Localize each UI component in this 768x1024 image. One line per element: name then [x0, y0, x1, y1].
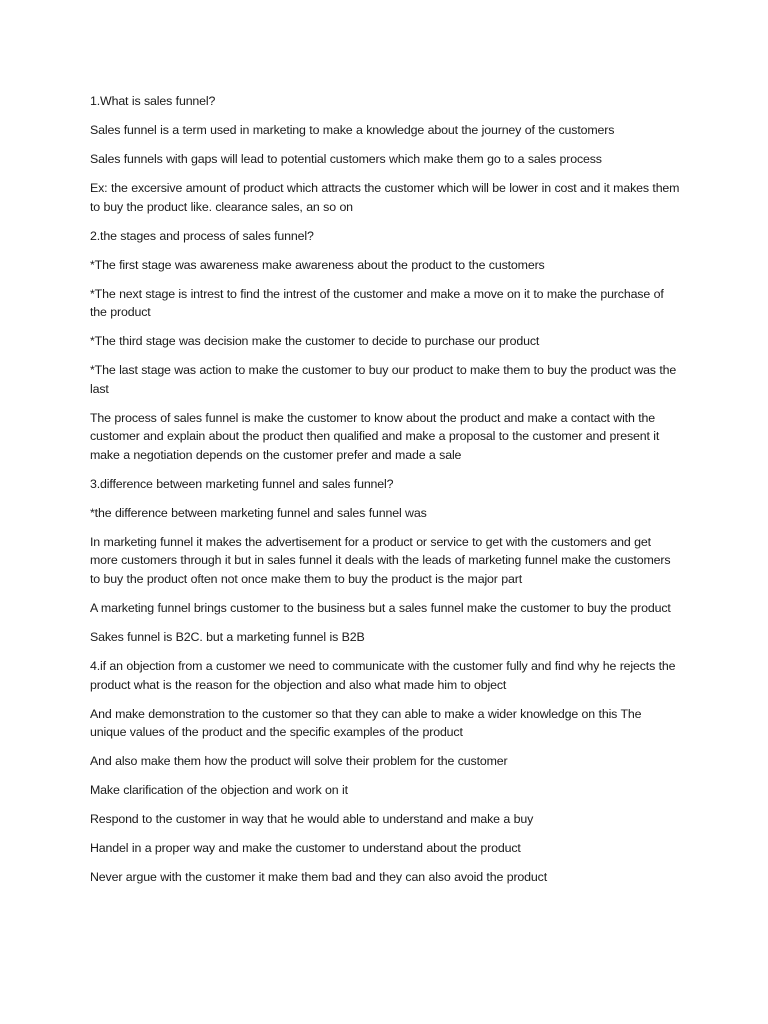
paragraph: Make clarification of the objection and work on it	[90, 783, 348, 798]
bullet-paragraph: *The last stage was action to make the customer to buy our product to make them to buy the product was the last	[90, 363, 677, 396]
paragraph: And also make them how the product will solve their problem for the customer	[90, 754, 508, 769]
bullet-paragraph: *The first stage was awareness make awareness about the product to the customers	[90, 257, 545, 272]
paragraph: Sakes funnel is B2C. but a marketing funnel is B2B	[90, 629, 365, 644]
heading-question-2: 2.the stages and process of sales funnel?	[90, 228, 314, 243]
paragraph: In marketing funnel it makes the advertisement for a product or service to get with the customers and get more customers through it but in sales funnel it deals with the leads of marketing funnel make the customers to buy the product often not once make them to buy the product is the major part	[90, 534, 671, 586]
paragraph: The process of sales funnel is make the customer to know about the product and make a contact with the customer and explain about the product then qualified and make a proposal to the customer and present it make a negotiation depends on the customer prefer and made a sale	[90, 410, 660, 462]
heading-question-1: 1.What is sales funnel?	[90, 94, 216, 108]
paragraph: A marketing funnel brings customer to the business but a sales funnel make the customer to buy the product	[90, 600, 671, 615]
bullet-paragraph: *The third stage was decision make the customer to decide to purchase our product	[90, 334, 540, 349]
paragraph: Sales funnel is a term used in marketing to make a knowledge about the journey of the customers	[90, 122, 615, 137]
paragraph: And make demonstration to the customer so that they can able to make a wider knowledge on this The unique values of the product and the specific examples of the product	[90, 706, 642, 740]
heading-question-3: 3.difference between marketing funnel and sales funnel?	[90, 476, 394, 491]
bullet-paragraph: *the difference between marketing funnel and sales funnel was	[90, 505, 427, 520]
paragraph: Ex: the excersive amount of product which attracts the customer which will be lower in cost and it makes them to buy the product like. clearance sales, an so on	[90, 180, 680, 214]
paragraph: Handel in a proper way and make the customer to understand about the product	[90, 841, 521, 856]
bullet-paragraph: *The next stage is intrest to find the intrest of the customer and make a move on it to make the purchase of the product	[90, 286, 664, 320]
paragraph: Respond to the customer in way that he would able to understand and make a buy	[90, 812, 534, 827]
paragraph: Never argue with the customer it make them bad and they can also avoid the product	[90, 870, 547, 885]
heading-question-4: 4.if an objection from a customer we need to communicate with the customer fully and find why he rejects the product what is the reason for the objection and also what made him to object	[90, 658, 676, 692]
paragraph: Sales funnels with gaps will lead to potential customers which make them go to a sales process	[90, 151, 602, 166]
document-body	[90, 92, 680, 897]
